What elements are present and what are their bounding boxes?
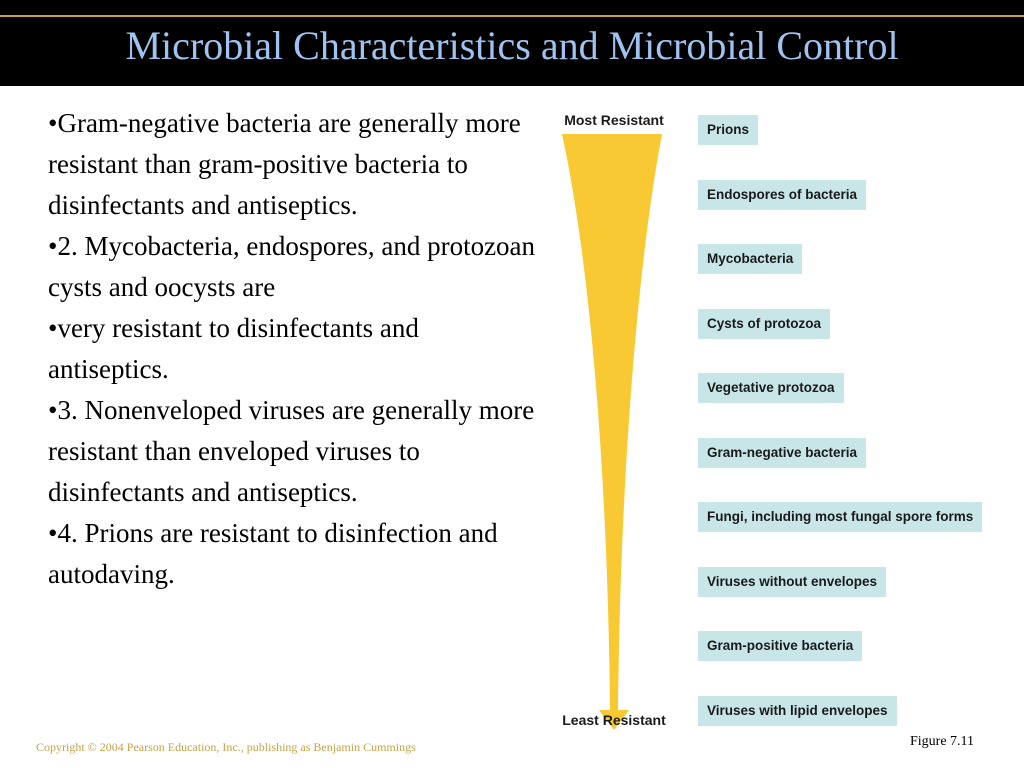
title-rule <box>0 15 1024 17</box>
ranking-item: Gram-positive bacteria <box>698 631 862 661</box>
bullet-item: •Gram-negative bacteria are generally more resistant than gram-positive bacteria to disinfectants and antiseptics. <box>48 108 521 220</box>
least-resistant-label: Least Resistant <box>562 712 666 728</box>
title-bar <box>0 0 1024 86</box>
copyright-footer: Copyright © 2004 Pearson Education, Inc., publishing as Benjamin Cummings <box>36 740 416 754</box>
bullet-item: •very resistant to disinfectants and antiseptics. <box>48 313 419 384</box>
ranking-item: Gram-negative bacteria <box>698 438 866 468</box>
ranking-item: Prions <box>698 115 758 145</box>
ranking-item: Cysts of protozoa <box>698 309 830 339</box>
ranking-item: Endospores of bacteria <box>698 180 866 210</box>
ranking-item: Vegetative protozoa <box>698 373 844 403</box>
bullet-item: •2. Mycobacteria, endospores, and protozoan cysts and oocysts are <box>48 231 536 302</box>
ranking-item: Fungi, including most fungal spore forms <box>698 502 982 532</box>
bullet-item: •3. Nonenveloped viruses are generally more resistant than enveloped viruses to disinfectants and antiseptics. <box>48 395 535 507</box>
most-resistant-label: Most Resistant <box>564 112 664 128</box>
arrow-shape <box>562 134 662 730</box>
ranking-item: Mycobacteria <box>698 244 802 274</box>
slide-title: Microbial Characteristics and Microbial Control <box>125 23 899 68</box>
ranking-item: Viruses with lipid envelopes <box>698 696 897 726</box>
resistance-figure <box>540 100 1020 740</box>
ranking-item: Viruses without envelopes <box>698 567 886 597</box>
figure-reference: Figure 7.11 <box>910 734 975 749</box>
bullet-list <box>48 103 538 595</box>
bullet-item: •4. Prions are resistant to disinfection and autodaving. <box>48 518 498 589</box>
resistance-arrow <box>540 132 688 732</box>
